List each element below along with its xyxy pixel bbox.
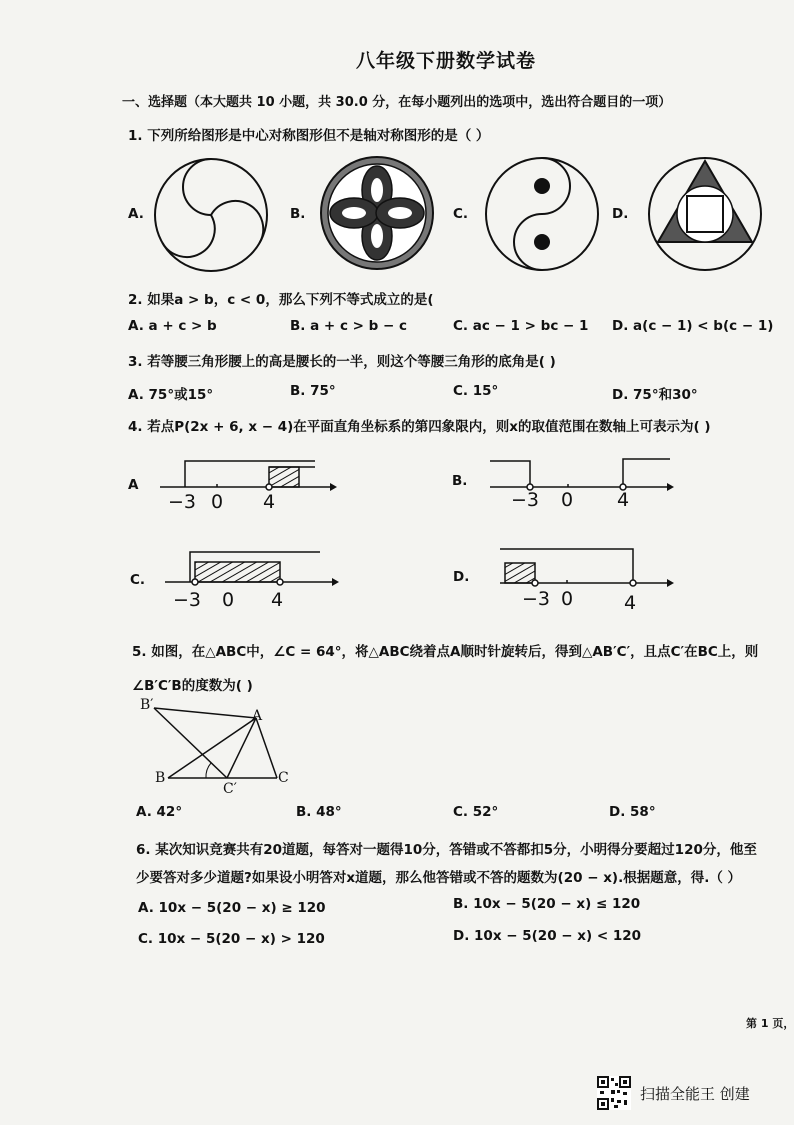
- question-1-stem: 1. 下列所给图形是中心对称图形但不是轴对称图形的是（ ）: [128, 128, 490, 144]
- q5-option-c: C. 52°: [453, 804, 499, 820]
- q4b-tick-4: 4: [617, 489, 630, 511]
- q4d-tick-0: 0: [561, 588, 574, 610]
- q4-numberline-c: [160, 548, 340, 588]
- question-6-stem-line2: 少要答对多少道题?如果设小明答对x道题，那么他答错或不答的题数为(20 − x).根据题意，得.（ ）: [136, 870, 742, 886]
- q5-option-d: D. 58°: [609, 804, 656, 820]
- q6-option-b: B. 10x − 5(20 − x) ≤ 120: [453, 896, 641, 912]
- q6-option-c: C. 10x − 5(20 − x) > 120: [138, 931, 325, 947]
- q6-option-a: A. 10x − 5(20 − x) ≥ 120: [138, 900, 326, 916]
- q4c-tick-4: 4: [271, 589, 284, 611]
- q1-label-b: B.: [290, 206, 306, 222]
- question-3-stem: 3. 若等腰三角形腰上的高是腰长的一半，则这个等腰三角形的底角是( ): [128, 354, 556, 370]
- q4c-tick-0: 0: [222, 589, 235, 611]
- q4d-tick-4: 4: [624, 592, 637, 614]
- section-heading: 一、选择题（本大题共 10 小题，共 30.0 分，在每小题列出的选项中，选出符合题目的一项）: [122, 95, 672, 110]
- question-2-stem: 2. 如果a > b，c < 0，那么下列不等式成立的是(: [128, 292, 434, 308]
- q3-option-a: A. 75°或15°: [128, 387, 214, 403]
- q1-figure-c-yinyang: [483, 155, 601, 273]
- q1-figure-a-swirl: [152, 156, 270, 274]
- question-4-stem: 4. 若点P(2x + 6, x − 4)在平面直角坐标系的第四象限内，则x的取值范围在数轴上可表示为( ): [128, 419, 711, 435]
- q6-option-d: D. 10x − 5(20 − x) < 120: [453, 928, 642, 944]
- q4-numberline-a: [155, 455, 335, 495]
- q5-option-a: A. 42°: [136, 804, 183, 820]
- q1-label-d: D.: [612, 206, 629, 222]
- q4-label-c: C.: [130, 572, 146, 588]
- q4b-tick-0: 0: [561, 489, 574, 511]
- qr-code-icon: [597, 1076, 631, 1110]
- q5-label-b-prime: B′: [140, 697, 154, 713]
- q4d-tick-neg3: −3: [522, 588, 551, 610]
- q3-option-c: C. 15°: [453, 383, 499, 399]
- question-5-stem-line2: ∠B′C′B的度数为( ): [132, 678, 253, 694]
- q2-option-d: D. a(c − 1) < b(c − 1): [612, 318, 774, 334]
- q3-option-d: D. 75°和30°: [612, 387, 698, 403]
- q1-figure-b-petals: [318, 154, 436, 272]
- q4-label-b: B.: [452, 473, 468, 489]
- page-title: 八年级下册数学试卷: [356, 50, 537, 72]
- q3-option-b: B. 75°: [290, 383, 336, 399]
- q4-label-d: D.: [453, 569, 470, 585]
- q1-label-a: A.: [128, 206, 144, 222]
- question-6-stem-line1: 6. 某次知识竞赛共有20道题，每答对一题得10分，答错或不答都扣5分，小明得分要超过120分，他至: [136, 842, 757, 858]
- q2-option-c: C. ac − 1 > bc − 1: [453, 318, 589, 334]
- q5-label-a: A: [252, 708, 263, 724]
- q5-label-c: C: [278, 770, 289, 786]
- page-number: 第 1 页，: [746, 1017, 794, 1030]
- q4c-tick-neg3: −3: [173, 589, 202, 611]
- q5-option-b: B. 48°: [296, 804, 342, 820]
- q4b-tick-neg3: −3: [511, 489, 540, 511]
- q2-option-a: A. a + c > b: [128, 318, 217, 334]
- q5-label-b: B: [155, 770, 166, 786]
- q5-label-c-prime: C′: [223, 781, 237, 797]
- q1-label-c: C.: [453, 206, 469, 222]
- q4-numberline-d: [495, 545, 675, 590]
- q4a-tick-4: 4: [263, 491, 276, 513]
- q4-label-a: A: [128, 477, 139, 493]
- q4a-tick-neg3: −3: [168, 491, 197, 513]
- question-5-stem-line1: 5. 如图，在△ABC中，∠C = 64°，将△ABC绕着点A顺时针旋转后，得到△AB′C′，且点C′在BC上，则: [132, 644, 759, 660]
- q1-figure-d-triangle: [646, 155, 764, 273]
- q2-option-b: B. a + c > b − c: [290, 318, 408, 334]
- scanner-watermark: 扫描全能王 创建: [640, 1085, 750, 1103]
- q4a-tick-0: 0: [211, 491, 224, 513]
